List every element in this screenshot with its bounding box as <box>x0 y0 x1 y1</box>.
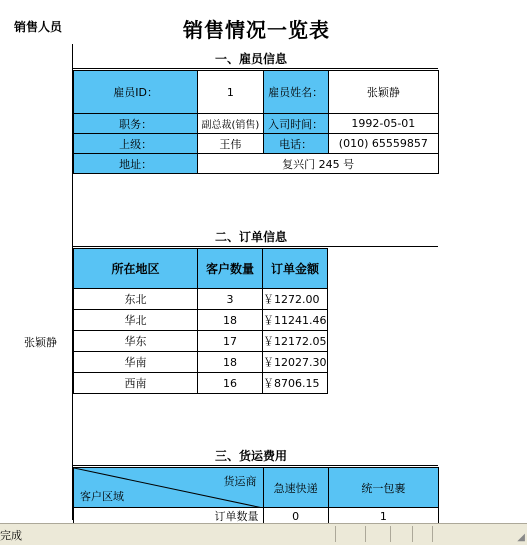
employee-id-label: 雇员ID： <box>74 71 198 114</box>
order-section-title: 二、订单信息 <box>215 230 288 244</box>
region-cell: 东北 <box>74 289 198 310</box>
status-text: 完成 <box>0 529 22 542</box>
position-value: 副总裁(销售) <box>198 114 263 134</box>
employee-info-table <box>73 70 439 174</box>
amount-cell: ￥11241.46 <box>263 310 328 331</box>
region-axis-label: 客户区域 <box>80 490 124 503</box>
amount-cell: ￥12172.05 <box>263 331 328 352</box>
carrier-axis-label: 货运商 <box>223 475 257 488</box>
region-cell: 华南 <box>74 352 198 373</box>
employee-name-value: 张颖静 <box>328 71 438 114</box>
count-cell: 17 <box>198 331 263 352</box>
salesperson-column-header: 销售人员 <box>14 20 63 34</box>
manager-label: 上级： <box>74 134 198 154</box>
order-count-cell: 1 <box>328 508 438 525</box>
manager-value: 王伟 <box>198 134 263 154</box>
order-count-label: 订单数量 <box>74 508 264 525</box>
employee-id-value: 1 <box>198 71 263 114</box>
position-label: 职务： <box>74 114 198 134</box>
table-row <box>74 373 328 394</box>
carrier-header: 统一包裹 <box>328 468 438 508</box>
region-cell: 西南 <box>74 373 198 394</box>
shipping-section-title: 三、货运费用 <box>215 449 288 463</box>
status-divider <box>412 526 413 542</box>
section-rule <box>73 68 438 69</box>
page-title: 销售情况一览表 <box>183 18 330 42</box>
count-cell: 18 <box>198 310 263 331</box>
carrier-header: 急速快递 <box>263 468 328 508</box>
shipping-table <box>73 467 439 525</box>
status-divider <box>365 526 366 542</box>
count-cell: 3 <box>198 289 263 310</box>
count-cell: 16 <box>198 373 263 394</box>
region-cell: 华东 <box>74 331 198 352</box>
status-divider <box>390 526 391 542</box>
region-cell: 华北 <box>74 310 198 331</box>
amount-cell: ￥12027.30 <box>263 352 328 373</box>
table-row <box>74 289 328 310</box>
hire-date-label: 入司时间： <box>263 114 328 134</box>
address-value: 复兴门 245 号 <box>198 154 439 174</box>
employee-section-title: 一、雇员信息 <box>215 52 288 66</box>
count-cell: 18 <box>198 352 263 373</box>
order-info-table <box>73 248 328 394</box>
phone-value: (010) 65559857 <box>328 134 438 154</box>
employee-name-label: 雇员姓名： <box>263 71 328 114</box>
section-rule <box>73 465 438 466</box>
phone-label: 电话： <box>263 134 328 154</box>
table-row <box>74 352 328 373</box>
customer-count-column-header: 客户数量 <box>198 249 263 289</box>
section-rule <box>73 246 438 247</box>
status-divider <box>432 526 433 542</box>
hire-date-value: 1992-05-01 <box>328 114 438 134</box>
table-row <box>74 310 328 331</box>
table-row <box>74 331 328 352</box>
amount-cell: ￥1272.00 <box>263 289 328 310</box>
resize-grip-icon[interactable]: ◢ <box>517 532 525 543</box>
order-amount-column-header: 订单金额 <box>263 249 328 289</box>
diagonal-header-cell <box>74 468 264 508</box>
address-label: 地址： <box>74 154 198 174</box>
status-bar <box>0 523 527 545</box>
salesperson-name: 张颖静 <box>24 336 57 349</box>
amount-cell: ￥8706.15 <box>263 373 328 394</box>
status-divider <box>335 526 336 542</box>
region-column-header: 所在地区 <box>74 249 198 289</box>
order-count-cell: 0 <box>263 508 328 525</box>
